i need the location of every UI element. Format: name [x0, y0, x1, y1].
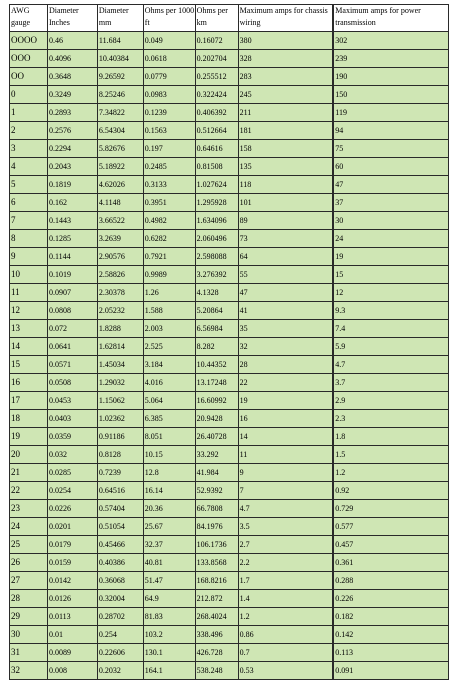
max-amps-power-cell: 0.361: [334, 554, 449, 572]
header-max-amps-chassis: Maximum amps for chassis wiring: [238, 5, 333, 32]
diameter-inches-cell: 0.0201: [47, 518, 97, 536]
diameter-inches-cell: 0.1019: [47, 266, 97, 284]
max-amps-chassis-cell: 2.7: [238, 536, 333, 554]
max-amps-chassis-cell: 16: [238, 410, 333, 428]
diameter-inches-cell: 0.032: [47, 446, 97, 464]
awg-cell: 31: [10, 644, 48, 662]
header-diameter-mm: Diameter mm: [97, 5, 143, 32]
diameter-mm-cell: 3.2639: [97, 230, 143, 248]
diameter-mm-cell: 1.62814: [97, 338, 143, 356]
awg-cell: 21: [10, 464, 48, 482]
awg-cell: 5: [10, 176, 48, 194]
table-row: [10, 590, 449, 608]
max-amps-chassis-cell: 245: [238, 86, 333, 104]
max-amps-chassis-cell: 47: [238, 284, 333, 302]
diameter-mm-cell: 10.40384: [97, 50, 143, 68]
ohms-per-1000ft-cell: 0.3951: [143, 194, 195, 212]
ohms-per-1000ft-cell: 2.525: [143, 338, 195, 356]
awg-cell: 13: [10, 320, 48, 338]
max-amps-chassis-cell: 9: [238, 464, 333, 482]
ohms-per-km-cell: 0.81508: [195, 158, 238, 176]
diameter-mm-cell: 4.62026: [97, 176, 143, 194]
table-row: [10, 626, 449, 644]
diameter-mm-cell: 0.254: [97, 626, 143, 644]
diameter-mm-cell: 2.30378: [97, 284, 143, 302]
max-amps-chassis-cell: 1.4: [238, 590, 333, 608]
max-amps-chassis-cell: 3.5: [238, 518, 333, 536]
max-amps-chassis-cell: 28: [238, 356, 333, 374]
diameter-mm-cell: 2.90576: [97, 248, 143, 266]
diameter-mm-cell: 1.45034: [97, 356, 143, 374]
table-row: [10, 158, 449, 176]
diameter-mm-cell: 0.40386: [97, 554, 143, 572]
header-awg-gauge: AWG gauge: [10, 5, 48, 32]
ohms-per-km-cell: 8.282: [195, 338, 238, 356]
max-amps-chassis-cell: 11: [238, 446, 333, 464]
ohms-per-1000ft-cell: 0.197: [143, 140, 195, 158]
diameter-mm-cell: 0.22606: [97, 644, 143, 662]
header-max-amps-power: Maximum amps for power transmission: [334, 5, 449, 32]
max-amps-power-cell: 0.92: [334, 482, 449, 500]
max-amps-power-cell: 0.113: [334, 644, 449, 662]
ohms-per-km-cell: 0.202704: [195, 50, 238, 68]
ohms-per-1000ft-cell: 1.26: [143, 284, 195, 302]
ohms-per-km-cell: 268.4024: [195, 608, 238, 626]
table-row: [10, 446, 449, 464]
awg-cell: 27: [10, 572, 48, 590]
awg-cell: 14: [10, 338, 48, 356]
awg-cell: 20: [10, 446, 48, 464]
ohms-per-1000ft-cell: 0.9989: [143, 266, 195, 284]
max-amps-chassis-cell: 7: [238, 482, 333, 500]
diameter-mm-cell: 2.58826: [97, 266, 143, 284]
ohms-per-km-cell: 41.984: [195, 464, 238, 482]
diameter-mm-cell: 11.684: [97, 32, 143, 50]
diameter-inches-cell: 0.0403: [47, 410, 97, 428]
max-amps-power-cell: 75: [334, 140, 449, 158]
table-row: [10, 500, 449, 518]
ohms-per-1000ft-cell: 0.0983: [143, 86, 195, 104]
max-amps-chassis-cell: 55: [238, 266, 333, 284]
max-amps-chassis-cell: 158: [238, 140, 333, 158]
diameter-inches-cell: 0.008: [47, 662, 97, 680]
diameter-mm-cell: 0.28702: [97, 608, 143, 626]
ohms-per-km-cell: 338.496: [195, 626, 238, 644]
ohms-per-1000ft-cell: 3.184: [143, 356, 195, 374]
diameter-mm-cell: 5.82676: [97, 140, 143, 158]
ohms-per-1000ft-cell: 1.588: [143, 302, 195, 320]
diameter-inches-cell: 0.072: [47, 320, 97, 338]
max-amps-power-cell: 7.4: [334, 320, 449, 338]
ohms-per-km-cell: 6.56984: [195, 320, 238, 338]
ohms-per-km-cell: 0.16072: [195, 32, 238, 50]
max-amps-power-cell: 2.3: [334, 410, 449, 428]
ohms-per-km-cell: 33.292: [195, 446, 238, 464]
header-diameter-inches: Diameter Inches: [47, 5, 97, 32]
awg-cell: 28: [10, 590, 48, 608]
diameter-inches-cell: 0.0359: [47, 428, 97, 446]
diameter-mm-cell: 0.2032: [97, 662, 143, 680]
ohms-per-km-cell: 538.248: [195, 662, 238, 680]
table-row: [10, 212, 449, 230]
max-amps-power-cell: 30: [334, 212, 449, 230]
diameter-inches-cell: 0.162: [47, 194, 97, 212]
max-amps-power-cell: 37: [334, 194, 449, 212]
diameter-inches-cell: 0.1443: [47, 212, 97, 230]
awg-cell: 10: [10, 266, 48, 284]
ohms-per-km-cell: 0.64616: [195, 140, 238, 158]
diameter-inches-cell: 0.1285: [47, 230, 97, 248]
max-amps-chassis-cell: 0.7: [238, 644, 333, 662]
awg-cell: 4: [10, 158, 48, 176]
table-row: [10, 356, 449, 374]
table-row: [10, 302, 449, 320]
ohms-per-km-cell: 212.872: [195, 590, 238, 608]
max-amps-chassis-cell: 380: [238, 32, 333, 50]
diameter-mm-cell: 0.51054: [97, 518, 143, 536]
table-row: [10, 320, 449, 338]
ohms-per-km-cell: 1.634096: [195, 212, 238, 230]
ohms-per-1000ft-cell: 12.8: [143, 464, 195, 482]
max-amps-power-cell: 47: [334, 176, 449, 194]
ohms-per-km-cell: 26.40728: [195, 428, 238, 446]
max-amps-power-cell: 15: [334, 266, 449, 284]
max-amps-chassis-cell: 181: [238, 122, 333, 140]
diameter-mm-cell: 0.45466: [97, 536, 143, 554]
ohms-per-1000ft-cell: 4.016: [143, 374, 195, 392]
ohms-per-1000ft-cell: 32.37: [143, 536, 195, 554]
max-amps-power-cell: 239: [334, 50, 449, 68]
diameter-mm-cell: 0.8128: [97, 446, 143, 464]
ohms-per-km-cell: 133.8568: [195, 554, 238, 572]
table-row: [10, 104, 449, 122]
ohms-per-1000ft-cell: 0.2485: [143, 158, 195, 176]
table-row: [10, 392, 449, 410]
ohms-per-km-cell: 426.728: [195, 644, 238, 662]
awg-cell: 17: [10, 392, 48, 410]
ohms-per-1000ft-cell: 0.0779: [143, 68, 195, 86]
ohms-per-1000ft-cell: 0.049: [143, 32, 195, 50]
ohms-per-km-cell: 5.20864: [195, 302, 238, 320]
max-amps-power-cell: 0.182: [334, 608, 449, 626]
diameter-mm-cell: 0.91186: [97, 428, 143, 446]
table-row: [10, 266, 449, 284]
max-amps-chassis-cell: 135: [238, 158, 333, 176]
table-row: [10, 122, 449, 140]
table-row: [10, 50, 449, 68]
table-body: [10, 32, 449, 680]
max-amps-power-cell: 1.2: [334, 464, 449, 482]
ohms-per-1000ft-cell: 64.9: [143, 590, 195, 608]
diameter-inches-cell: 0.0113: [47, 608, 97, 626]
ohms-per-1000ft-cell: 0.4982: [143, 212, 195, 230]
diameter-mm-cell: 5.18922: [97, 158, 143, 176]
max-amps-power-cell: 1.8: [334, 428, 449, 446]
diameter-inches-cell: 0.0159: [47, 554, 97, 572]
table-row: [10, 140, 449, 158]
diameter-mm-cell: 1.02362: [97, 410, 143, 428]
max-amps-power-cell: 0.142: [334, 626, 449, 644]
awg-cell: 26: [10, 554, 48, 572]
ohms-per-1000ft-cell: 164.1: [143, 662, 195, 680]
diameter-inches-cell: 0.0285: [47, 464, 97, 482]
ohms-per-1000ft-cell: 130.1: [143, 644, 195, 662]
ohms-per-1000ft-cell: 5.064: [143, 392, 195, 410]
awg-cell: 23: [10, 500, 48, 518]
table-row: [10, 32, 449, 50]
table-row: [10, 194, 449, 212]
max-amps-chassis-cell: 283: [238, 68, 333, 86]
max-amps-power-cell: 302: [334, 32, 449, 50]
diameter-inches-cell: 0.1144: [47, 248, 97, 266]
awg-cell: 1: [10, 104, 48, 122]
table-row: [10, 608, 449, 626]
ohms-per-km-cell: 0.322424: [195, 86, 238, 104]
table-row: [10, 662, 449, 680]
awg-cell: 19: [10, 428, 48, 446]
diameter-inches-cell: 0.3648: [47, 68, 97, 86]
diameter-mm-cell: 3.66522: [97, 212, 143, 230]
awg-cell: 29: [10, 608, 48, 626]
table-row: [10, 464, 449, 482]
awg-cell: 18: [10, 410, 48, 428]
max-amps-chassis-cell: 22: [238, 374, 333, 392]
ohms-per-1000ft-cell: 8.051: [143, 428, 195, 446]
diameter-inches-cell: 0.0641: [47, 338, 97, 356]
diameter-inches-cell: 0.46: [47, 32, 97, 50]
ohms-per-km-cell: 3.276392: [195, 266, 238, 284]
ohms-per-1000ft-cell: 10.15: [143, 446, 195, 464]
max-amps-chassis-cell: 1.7: [238, 572, 333, 590]
diameter-inches-cell: 0.3249: [47, 86, 97, 104]
ohms-per-km-cell: 4.1328: [195, 284, 238, 302]
diameter-mm-cell: 8.25246: [97, 86, 143, 104]
diameter-inches-cell: 0.2294: [47, 140, 97, 158]
awg-cell: 25: [10, 536, 48, 554]
table-row: [10, 572, 449, 590]
ohms-per-km-cell: 0.512664: [195, 122, 238, 140]
max-amps-chassis-cell: 2.2: [238, 554, 333, 572]
ohms-per-1000ft-cell: 81.83: [143, 608, 195, 626]
ohms-per-1000ft-cell: 0.1239: [143, 104, 195, 122]
awg-cell: OOOO: [10, 32, 48, 50]
diameter-inches-cell: 0.0226: [47, 500, 97, 518]
ohms-per-km-cell: 52.9392: [195, 482, 238, 500]
diameter-inches-cell: 0.0808: [47, 302, 97, 320]
diameter-inches-cell: 0.2893: [47, 104, 97, 122]
awg-table-container: [9, 4, 449, 680]
max-amps-power-cell: 24: [334, 230, 449, 248]
ohms-per-km-cell: 0.406392: [195, 104, 238, 122]
max-amps-power-cell: 190: [334, 68, 449, 86]
max-amps-chassis-cell: 101: [238, 194, 333, 212]
awg-cell: 3: [10, 140, 48, 158]
diameter-inches-cell: 0.2043: [47, 158, 97, 176]
table-row: [10, 284, 449, 302]
diameter-mm-cell: 1.8288: [97, 320, 143, 338]
awg-cell: 9: [10, 248, 48, 266]
diameter-mm-cell: 0.32004: [97, 590, 143, 608]
max-amps-power-cell: 3.7: [334, 374, 449, 392]
awg-cell: 22: [10, 482, 48, 500]
table-row: [10, 248, 449, 266]
diameter-inches-cell: 0.0508: [47, 374, 97, 392]
diameter-mm-cell: 0.57404: [97, 500, 143, 518]
diameter-mm-cell: 6.54304: [97, 122, 143, 140]
max-amps-power-cell: 60: [334, 158, 449, 176]
awg-cell: 2: [10, 122, 48, 140]
ohms-per-1000ft-cell: 0.0618: [143, 50, 195, 68]
awg-cell: 11: [10, 284, 48, 302]
max-amps-power-cell: 0.577: [334, 518, 449, 536]
table-row: [10, 338, 449, 356]
diameter-inches-cell: 0.0142: [47, 572, 97, 590]
table-row: [10, 482, 449, 500]
awg-cell: 30: [10, 626, 48, 644]
max-amps-chassis-cell: 73: [238, 230, 333, 248]
awg-cell: OOO: [10, 50, 48, 68]
diameter-mm-cell: 0.7239: [97, 464, 143, 482]
awg-cell: 6: [10, 194, 48, 212]
table-row: [10, 644, 449, 662]
diameter-inches-cell: 0.0571: [47, 356, 97, 374]
max-amps-chassis-cell: 0.86: [238, 626, 333, 644]
ohms-per-1000ft-cell: 0.6282: [143, 230, 195, 248]
max-amps-chassis-cell: 211: [238, 104, 333, 122]
max-amps-chassis-cell: 328: [238, 50, 333, 68]
table-row: [10, 410, 449, 428]
header-row: [10, 5, 449, 32]
diameter-inches-cell: 0.0254: [47, 482, 97, 500]
max-amps-chassis-cell: 89: [238, 212, 333, 230]
ohms-per-1000ft-cell: 0.3133: [143, 176, 195, 194]
diameter-mm-cell: 0.64516: [97, 482, 143, 500]
diameter-inches-cell: 0.0179: [47, 536, 97, 554]
max-amps-power-cell: 0.226: [334, 590, 449, 608]
diameter-mm-cell: 2.05232: [97, 302, 143, 320]
max-amps-power-cell: 0.457: [334, 536, 449, 554]
awg-cell: 16: [10, 374, 48, 392]
table-row: [10, 176, 449, 194]
max-amps-chassis-cell: 0.53: [238, 662, 333, 680]
diameter-inches-cell: 0.1819: [47, 176, 97, 194]
max-amps-chassis-cell: 64: [238, 248, 333, 266]
awg-cell: 32: [10, 662, 48, 680]
header-ohms-per-1000ft: Ohms per 1000 ft: [143, 5, 195, 32]
ohms-per-1000ft-cell: 51.47: [143, 572, 195, 590]
awg-cell: 15: [10, 356, 48, 374]
max-amps-power-cell: 9.3: [334, 302, 449, 320]
awg-cell: 12: [10, 302, 48, 320]
ohms-per-km-cell: 66.7808: [195, 500, 238, 518]
diameter-inches-cell: 0.2576: [47, 122, 97, 140]
ohms-per-1000ft-cell: 6.385: [143, 410, 195, 428]
diameter-inches-cell: 0.01: [47, 626, 97, 644]
max-amps-power-cell: 0.091: [334, 662, 449, 680]
awg-cell: 24: [10, 518, 48, 536]
max-amps-power-cell: 2.9: [334, 392, 449, 410]
max-amps-power-cell: 19: [334, 248, 449, 266]
diameter-inches-cell: 0.0453: [47, 392, 97, 410]
ohms-per-km-cell: 168.8216: [195, 572, 238, 590]
max-amps-power-cell: 119: [334, 104, 449, 122]
diameter-inches-cell: 0.0126: [47, 590, 97, 608]
ohms-per-km-cell: 2.060496: [195, 230, 238, 248]
diameter-mm-cell: 1.29032: [97, 374, 143, 392]
table-row: [10, 518, 449, 536]
max-amps-chassis-cell: 35: [238, 320, 333, 338]
diameter-inches-cell: 0.0907: [47, 284, 97, 302]
diameter-inches-cell: 0.0089: [47, 644, 97, 662]
max-amps-chassis-cell: 41: [238, 302, 333, 320]
header-ohms-per-km: Ohms per km: [195, 5, 238, 32]
ohms-per-1000ft-cell: 40.81: [143, 554, 195, 572]
awg-wire-gauge-table: [9, 4, 449, 680]
ohms-per-1000ft-cell: 0.7921: [143, 248, 195, 266]
ohms-per-km-cell: 84.1976: [195, 518, 238, 536]
ohms-per-km-cell: 2.598088: [195, 248, 238, 266]
ohms-per-km-cell: 13.17248: [195, 374, 238, 392]
table-row: [10, 536, 449, 554]
table-row: [10, 68, 449, 86]
max-amps-chassis-cell: 4.7: [238, 500, 333, 518]
max-amps-chassis-cell: 1.2: [238, 608, 333, 626]
diameter-mm-cell: 1.15062: [97, 392, 143, 410]
table-row: [10, 374, 449, 392]
max-amps-chassis-cell: 14: [238, 428, 333, 446]
ohms-per-km-cell: 1.295928: [195, 194, 238, 212]
diameter-inches-cell: 0.4096: [47, 50, 97, 68]
diameter-mm-cell: 4.1148: [97, 194, 143, 212]
ohms-per-1000ft-cell: 25.67: [143, 518, 195, 536]
ohms-per-km-cell: 106.1736: [195, 536, 238, 554]
table-row: [10, 230, 449, 248]
ohms-per-1000ft-cell: 2.003: [143, 320, 195, 338]
max-amps-chassis-cell: 32: [238, 338, 333, 356]
max-amps-power-cell: 0.729: [334, 500, 449, 518]
max-amps-chassis-cell: 118: [238, 176, 333, 194]
ohms-per-km-cell: 1.027624: [195, 176, 238, 194]
max-amps-power-cell: 0.288: [334, 572, 449, 590]
awg-cell: 8: [10, 230, 48, 248]
max-amps-power-cell: 1.5: [334, 446, 449, 464]
ohms-per-1000ft-cell: 16.14: [143, 482, 195, 500]
max-amps-power-cell: 150: [334, 86, 449, 104]
ohms-per-1000ft-cell: 103.2: [143, 626, 195, 644]
max-amps-power-cell: 4.7: [334, 356, 449, 374]
max-amps-power-cell: 5.9: [334, 338, 449, 356]
awg-cell: 0: [10, 86, 48, 104]
table-row: [10, 554, 449, 572]
max-amps-power-cell: 94: [334, 122, 449, 140]
diameter-mm-cell: 9.26592: [97, 68, 143, 86]
awg-cell: 7: [10, 212, 48, 230]
table-row: [10, 86, 449, 104]
ohms-per-km-cell: 10.44352: [195, 356, 238, 374]
diameter-mm-cell: 7.34822: [97, 104, 143, 122]
max-amps-chassis-cell: 19: [238, 392, 333, 410]
ohms-per-km-cell: 20.9428: [195, 410, 238, 428]
ohms-per-1000ft-cell: 20.36: [143, 500, 195, 518]
ohms-per-1000ft-cell: 0.1563: [143, 122, 195, 140]
diameter-mm-cell: 0.36068: [97, 572, 143, 590]
ohms-per-km-cell: 16.60992: [195, 392, 238, 410]
ohms-per-km-cell: 0.255512: [195, 68, 238, 86]
max-amps-power-cell: 12: [334, 284, 449, 302]
table-row: [10, 428, 449, 446]
awg-cell: OO: [10, 68, 48, 86]
